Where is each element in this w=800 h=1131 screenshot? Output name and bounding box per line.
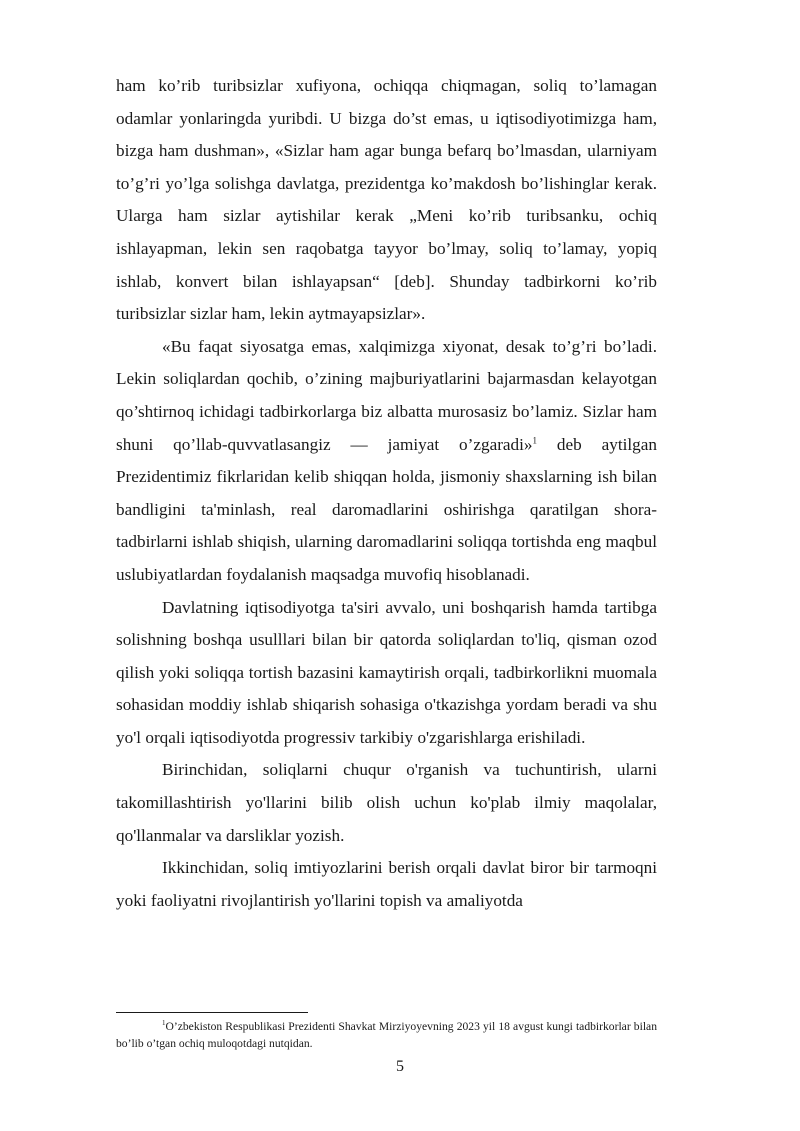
paragraph-quote xyxy=(116,331,657,592)
paragraph-secondly: Ikkinchidan, soliq imtiyozlarini berish orqali davlat biror bir tarmoqni yoki faoliyatni rivojlantirish yo'llarini topish va amaliyotda xyxy=(116,858,657,910)
footnote-separator xyxy=(116,1012,308,1013)
quote-continuation: deb aytilgan Prezidentimiz fikrlaridan kelib shiqqan holda, jismoniy shaxslarning ish bilan bandligini ta'minlash, real daromadlarini oshirishga qaratilgan shora-tadbirlarni ishlab shiqish, ularning daromadlarini soliqqa tortishda eng maqbul uslubiyatlardan foydalanish maqsadga muvofiq hisoblanadi. xyxy=(116,434,657,584)
footnote-reference: 1 xyxy=(532,434,538,445)
paragraph-firstly: Birinchidan, soliqlarni chuqur o'rganish va tuchuntirish, ularni takomillashtirish yo'llarini bilib olish uchun ko'plab ilmiy maqolalar, qo'llanmalar va darsliklar yozish. xyxy=(116,760,657,845)
body-text xyxy=(116,70,657,917)
page-number: 5 xyxy=(396,1058,404,1075)
quote-text: «Bu faqat siyosatga emas, xalqimizga xiyonat, desak to’g’ri bo’ladi. Lekin soliqlardan qochib, o’zining majburiyatlarini bajarmasdan kelayotgan qo’shtirnoq ichidagi tadbirkorlarga biz albatta murosasiz bo’lamiz. Sizlar ham shuni qo’llab-quvvatlasangiz — jamiyat o’zgaradi» xyxy=(116,336,657,454)
paragraph-continued: ham ko’rib turibsizlar xufiyona, ochiqqa chiqmagan, soliq to’lamagan odamlar yonlaringda yuribdi. U bizga do’st emas, u iqtisodiyotimizga ham, bizga ham dushman», «Sizlar ham agar bunga befarq bo’lmasdan, ularniyam to’g’ri yo’lga solishga davlatga, prezidentga ko’makdosh bo’lishinglar kerak. Ularga ham sizlar aytishilar kerak „Meni ko’rib turibsanku, ochiq ishlayapman, lekin sen raqobatga tayyor bo’lmay, soliq to’lamay, yopiq ishlab, konvert bilan ishlayapsan“ [deb]. Shunday tadbirkorni ko’rib turibsizlar sizlar ham, lekin aytmayapsizlar». xyxy=(116,76,657,324)
footnote xyxy=(116,1018,657,1052)
footnote-text: O’zbekiston Respublikasi Prezidenti Shavkat Mirziyoyevning 2023 yil 18 avgust kungi tadbirkorlar bilan bo’lib o’tgan ochiq muloqotdagi nutqidan. xyxy=(116,1020,657,1050)
paragraph-state-influence: Davlatning iqtisodiyotga ta'siri avvalo, uni boshqarish hamda tartibga solishning boshqa usulllari bilan bir qatorda soliqlardan to'liq, qisman ozod qilish yoki soliqqa tortish bazasini kamaytirish orqali, tadbirkorlikni muomala sohasidan moddiy ishlab shiqarish sohasiga o'tkazishga yordam beradi va shu yo'l orqali iqtisodiyotda progressiv tarkibiy o'zgarishlarga erishiladi. xyxy=(116,597,657,747)
footnote-marker: 1 xyxy=(162,1019,166,1028)
